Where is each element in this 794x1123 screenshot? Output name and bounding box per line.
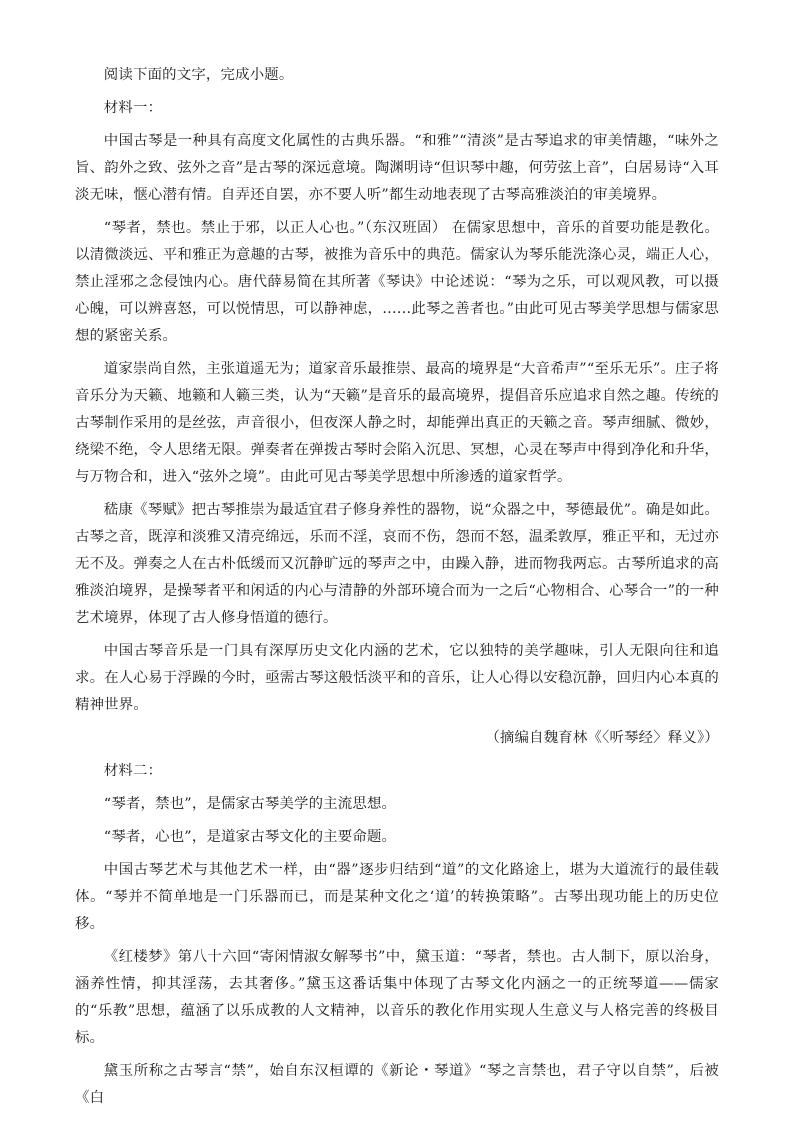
material-one-source: （摘编自魏育林《〈听琴经〉释义》） <box>485 730 719 746</box>
instruction-text: 阅读下面的文字，完成小题。 <box>103 67 294 83</box>
material-two-paragraph: “琴者，心也”，是道家古琴文化的主要命题。 <box>103 829 397 845</box>
material-two-paragraph: 黛玉所称之古琴言“禁”，始自东汉桓谭的《新论・琴道》“琴之言禁也，君子守以自禁”，后被《白 <box>75 1063 719 1106</box>
material-two-paragraph: 《红楼梦》第八十六回“寄闲情淑女解琴书”中，黛玉道：“琴者，禁也。古人制下，原以治身，涵养性情，抑其淫荡，去其奢侈。”黛玉这番话集中体现了古琴文化内涵之一的正统琴道——儒家的“乐教”思想，蕴涵了以乐成教的人文精神，以音乐的教化作用实现人生意义与人格完善的终极目标。 <box>75 949 719 1046</box>
material-two-paragraph: “琴者，禁也”，是儒家古琴美学的主流思想。 <box>103 796 397 812</box>
material-one-paragraph: 中国古琴是一种具有高度文化属性的古典乐器。“和雅”“清淡”是古琴追求的审美情趣，“味外之旨、韵外之致、弦外之音”是古琴的深远意境。陶渊明诗“但识琴中趣，何劳弦上音”，白居易诗“入耳淡无味，惬心潜有情。自弄还自罢，亦不要人听”都生动地表现了古琴高雅淡泊的审美境界。 <box>75 133 719 203</box>
material-two-heading: 材料二： <box>103 763 163 779</box>
material-one-paragraph: 道家崇尚自然，主张道遥无为；道家音乐最推崇、最高的境界是“大音希声”“至乐无乐”。庄子将音乐分为天籁、地籁和人籁三类，认为“天籁”是音乐的最高境界，提倡音乐应追求自然之趣。传统的古琴制作采用的是丝弦，声音很小，但夜深人静之时，却能弹出真正的天籁之音。琴声细腻、微妙，绕梁不绝，令人思绪无限。弹奏者在弹拨古琴时会陷入沉思、冥想，心灵在琴声中得到净化和升华，与万物合和，进入“弦外之境”。由此可见古琴美学思想中所渗透的道家哲学。 <box>75 361 719 485</box>
material-one-heading: 材料一： <box>103 100 163 116</box>
material-one-paragraph: 嵇康《琴赋》把古琴推崇为最适宜君子修身养性的器物，说“众器之中，琴德最优”。确是如此。古琴之音，既淳和淡雅又清亮绵远，乐而不淫，哀而不伤，怨而不怒，温柔敦厚，雅正平和，无过亦无不及。弹奏之人在古朴低缓而又沉静旷远的琴声之中，由躁入静，进而物我两忘。古琴所追求的高雅淡泊境界，是操琴者平和闲适的内心与清静的外部环境合而为一之后“心物相合、心琴合一”的一种艺术境界，体现了古人修身悟道的德行。 <box>75 502 719 626</box>
material-one-paragraph: “琴者，禁也。禁止于邪，以正人心也。”（东汉班固） 在儒家思想中，音乐的首要功能是教化。以清微淡远、平和雅正为意趣的古琴，被推为音乐中的典范。儒家认为琴乐能洗涤心灵，端正人心，禁止淫邪之念侵蚀内心。唐代薛易简在其所著《琴诀》中论述说：“琴为之乐，可以观风教，可以摄心魄，可以辨喜怒，可以悦情思，可以静神虑，……此琴之善者也。”由此可见古琴美学思想与儒家思想的紧密关系。 <box>75 220 719 344</box>
material-two-paragraph: 中国古琴艺术与其他艺术一样，由“器”逐步归结到“道”的文化路途上，堪为大道流行的最佳载体。“琴并不简单地是一门乐器而已，而是某种文化之‘道’的转换策略”。古琴出现功能上的历史位移。 <box>75 862 719 932</box>
material-one-paragraph: 中国古琴音乐是一门具有深厚历史文化内涵的艺术，它以独特的美学趣味，引人无限向往和追求。在人心易于浮躁的今时，亟需古琴这般恬淡平和的音乐，让人心得以安稳沉静，回归内心本真的精神世界。 <box>75 643 719 713</box>
document-body <box>75 62 719 1118</box>
